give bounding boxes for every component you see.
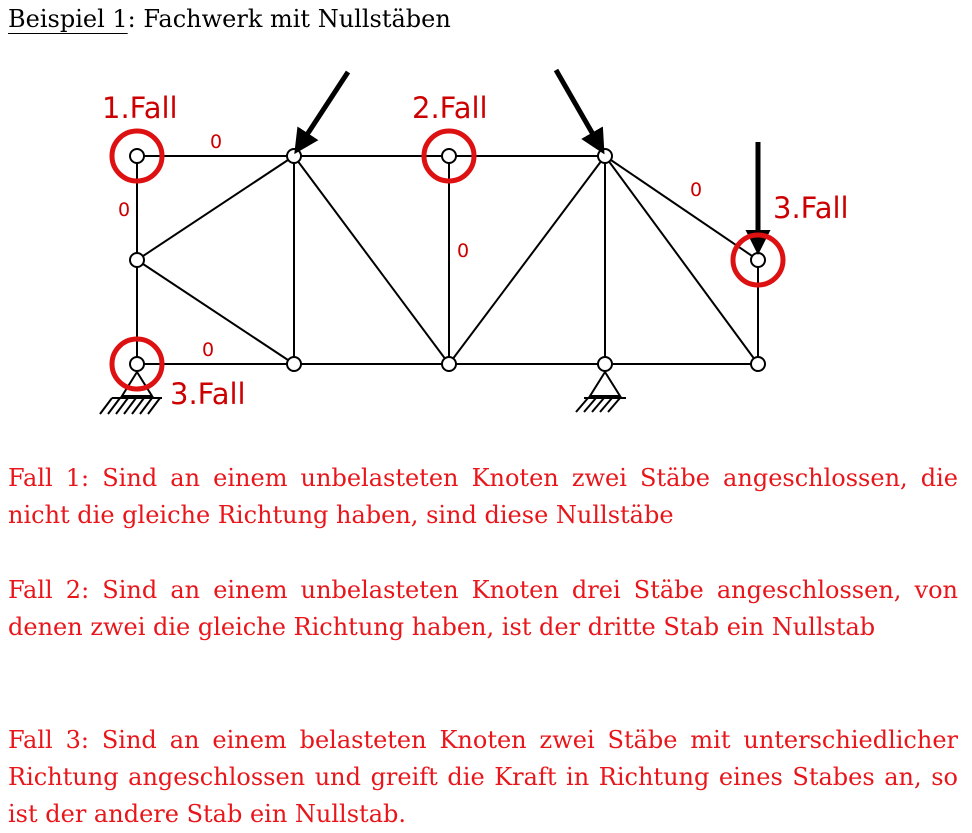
example-title: Fachwerk mit Nullstäben: [135, 5, 451, 33]
member-diag-f: [605, 156, 758, 260]
node: [442, 357, 456, 371]
node: [751, 357, 765, 371]
node: [130, 357, 144, 371]
case-1-description: Fall 1: Sind an einem unbelasteten Knoten zwei Stäbe angeschlossen, die nicht die gleiche Richtung haben, sind diese Nullstäbe: [8, 464, 958, 529]
member-diag-b: [137, 260, 294, 364]
zero-force-label: 0: [690, 179, 703, 201]
node: [442, 149, 456, 163]
load-arrow-middle: [556, 70, 602, 150]
node: [130, 253, 144, 267]
node: [598, 357, 612, 371]
node: [130, 149, 144, 163]
case-1-label: 1.Fall: [102, 91, 178, 125]
zero-force-label: 0: [202, 339, 215, 361]
example-label: Beispiel 1: [8, 5, 128, 33]
member-diag-c: [294, 156, 449, 364]
node: [751, 253, 765, 267]
zero-force-label: 0: [457, 240, 470, 262]
case-3-label-right: 3.Fall: [773, 191, 849, 225]
member-diag-a: [137, 156, 294, 260]
load-arrow-left: [297, 72, 348, 150]
case-2-description: Fall 2: Sind an einem unbelasteten Knoten drei Stäbe angeschlossen, von denen zwei die gleiche Richtung haben, ist der dritte Stab ein Nullstab: [8, 576, 958, 641]
support-fixed-left: [100, 372, 162, 414]
member-diag-d: [449, 156, 605, 364]
zero-force-label: 0: [210, 131, 223, 153]
node: [287, 357, 301, 371]
truss-members: [137, 156, 758, 364]
heading-colon: :: [127, 5, 136, 33]
zero-force-label: 0: [118, 199, 131, 221]
case-2-label: 2.Fall: [412, 91, 488, 125]
support-pinned-right: [576, 372, 626, 412]
node: [598, 149, 612, 163]
load-arrows: [297, 70, 758, 250]
case-3-description: Fall 3: Sind an einem belasteten Knoten zwei Stäbe mit unterschiedlicher Richtung angeschlossen und greift die Kraft in Richtung eines Stabes an, so ist der andere Stab ein Nullstab.: [8, 726, 958, 828]
case-3-label-left: 3.Fall: [170, 377, 246, 411]
